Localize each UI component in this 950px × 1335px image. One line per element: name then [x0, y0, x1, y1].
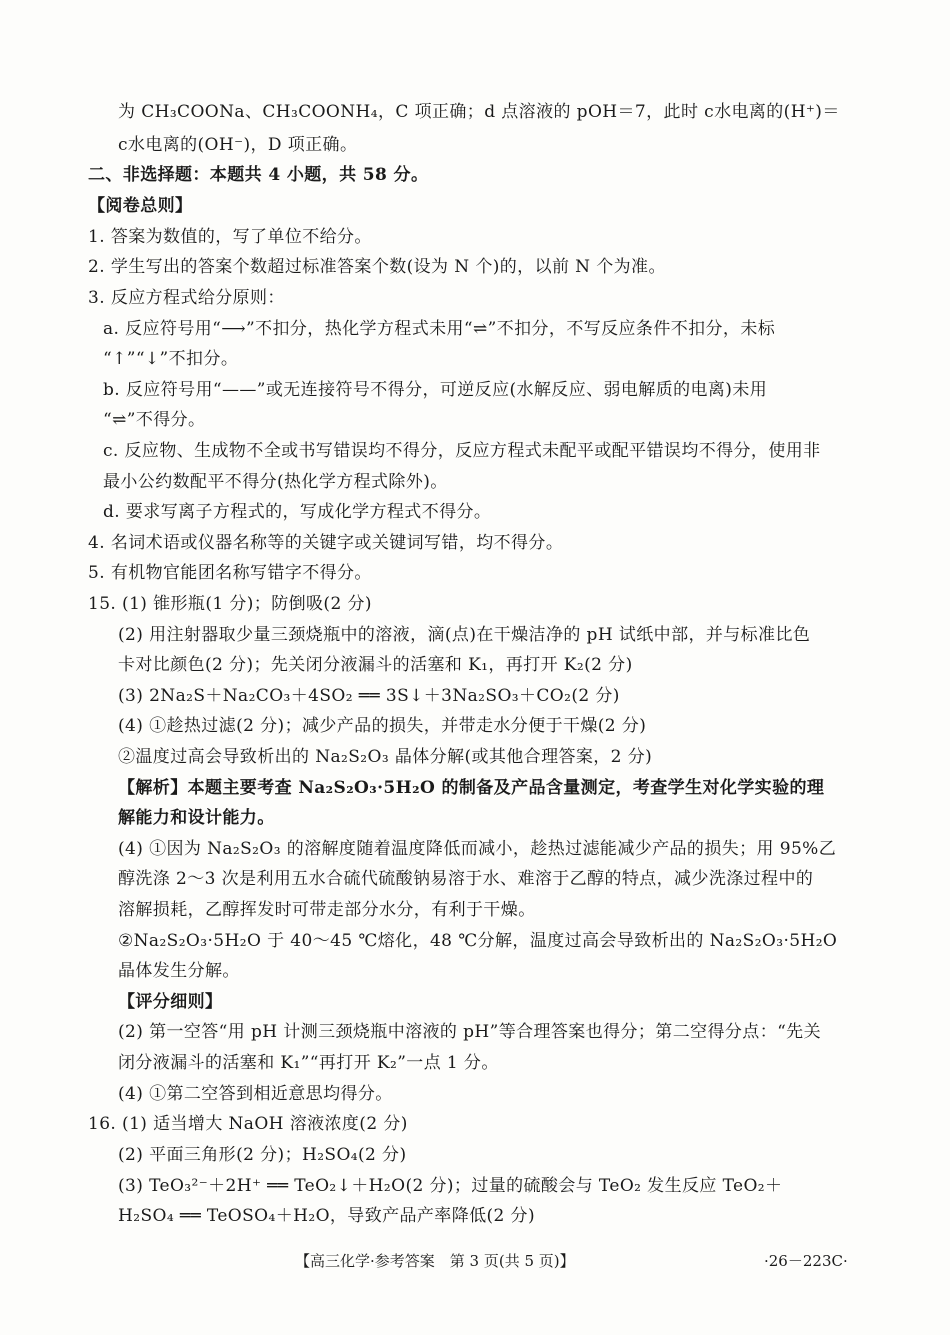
text-line: (4) ①第二空答到相近意思均得分。 [118, 1084, 393, 1104]
text-line: 1. 答案为数值的，写了单位不给分。 [88, 227, 372, 247]
text-line: H₂SO₄ ══ TeOSO₄＋H₂O，导致产品产率降低(2 分) [118, 1206, 535, 1226]
text-line: “↑”“↓”不扣分。 [103, 349, 239, 369]
text-line: 15. (1) 锥形瓶(1 分)；防倒吸(2 分) [88, 594, 372, 614]
text-line: c水电离的(OH⁻)，D 项正确。 [118, 135, 358, 155]
page-code: ·26－223C· [764, 1252, 848, 1270]
text-line: (3) TeO₃²⁻＋2H⁺ ══ TeO₂↓＋H₂O(2 分)；过量的硫酸会与 TeO₂ 发生反应 TeO₂＋ [118, 1176, 783, 1196]
text-line: 3. 反应方程式给分原则： [88, 288, 285, 308]
text-line: (3) 2Na₂S＋Na₂CO₃＋4SO₂ ══ 3S↓＋3Na₂SO₃＋CO₂(2 分) [118, 686, 620, 706]
section-heading: 【阅卷总则】 [88, 196, 193, 216]
text-line: (2) 第一空答“用 pH 计测三颈烧瓶中溶液的 pH”等合理答案也得分；第二空得分点：“先关 [118, 1022, 821, 1042]
text-line: d. 要求写离子方程式的，写成化学方程式不得分。 [103, 502, 492, 522]
text-line: 4. 名词术语或仪器名称等的关键字或关键词写错，均不得分。 [88, 533, 564, 553]
text-line: c. 反应物、生成物不全或书写错误均不得分，反应方程式未配平或配平错误均不得分，使用非 [103, 441, 821, 461]
section-heading: 【解析】本题主要考查 Na₂S₂O₃·5H₂O 的制备及产品含量测定，考查学生对化学实验的理 [118, 778, 825, 798]
page-footer: 【高三化学·参考答案 第 3 页(共 5 页)】 [295, 1252, 575, 1270]
text-line: 闭分液漏斗的活塞和 K₁”“再打开 K₂”一点 1 分。 [118, 1053, 499, 1073]
text-line: 为 CH₃COONa、CH₃COONH₄，C 项正确；d 点溶液的 pOH＝7，此时 c水电离的(H⁺)＝ [118, 102, 840, 122]
text-line: ②Na₂S₂O₃·5H₂O 于 40～45 ℃熔化，48 ℃分解，温度过高会导致析出的 Na₂S₂O₃·5H₂O [118, 931, 838, 951]
text-line: 2. 学生写出的答案个数超过标准答案个数(设为 N 个)的，以前 N 个为准。 [88, 257, 666, 277]
text-line: “⇌”不得分。 [103, 410, 206, 430]
text-line: 溶解损耗，乙醇挥发时可带走部分水分，有利于干燥。 [118, 900, 536, 920]
section-heading: 解能力和设计能力。 [118, 808, 275, 828]
text-line: (4) ①因为 Na₂S₂O₃ 的溶解度随着温度降低而减小，趁热过滤能减少产品的损失；用 95%乙 [118, 839, 837, 859]
section-heading: 二、非选择题：本题共 4 小题，共 58 分。 [88, 165, 429, 185]
text-line: a. 反应符号用“⟶”不扣分，热化学方程式未用“⇌”不扣分，不写反应条件不扣分，未标 [103, 319, 776, 339]
text-line: (4) ①趁热过滤(2 分)；减少产品的损失，并带走水分便于干燥(2 分) [118, 716, 647, 736]
text-line: 卡对比颜色(2 分)；先关闭分液漏斗的活塞和 K₁，再打开 K₂(2 分) [118, 655, 633, 675]
text-line: ②温度过高会导致析出的 Na₂S₂O₃ 晶体分解(或其他合理答案，2 分) [118, 747, 653, 767]
section-heading: 【评分细则】 [118, 992, 223, 1012]
text-line: b. 反应符号用“——”或无连接符号不得分，可逆反应(水解反应、弱电解质的电离)未用 [103, 380, 768, 400]
text-line: 16. (1) 适当增大 NaOH 溶液浓度(2 分) [88, 1114, 408, 1134]
text-line: 最小公约数配平不得分(热化学方程式除外)。 [103, 472, 448, 492]
text-line: 醇洗涤 2～3 次是利用五水合硫代硫酸钠易溶于水、难溶于乙醇的特点，减少洗涤过程中的 [118, 869, 814, 889]
text-line: 5. 有机物官能团名称写错字不得分。 [88, 563, 372, 583]
text-line: 晶体发生分解。 [118, 961, 240, 981]
text-line: (2) 平面三角形(2 分)；H₂SO₄(2 分) [118, 1145, 407, 1165]
text-line: (2) 用注射器取少量三颈烧瓶中的溶液，滴(点)在干燥洁净的 pH 试纸中部，并与标准比色 [118, 625, 811, 645]
